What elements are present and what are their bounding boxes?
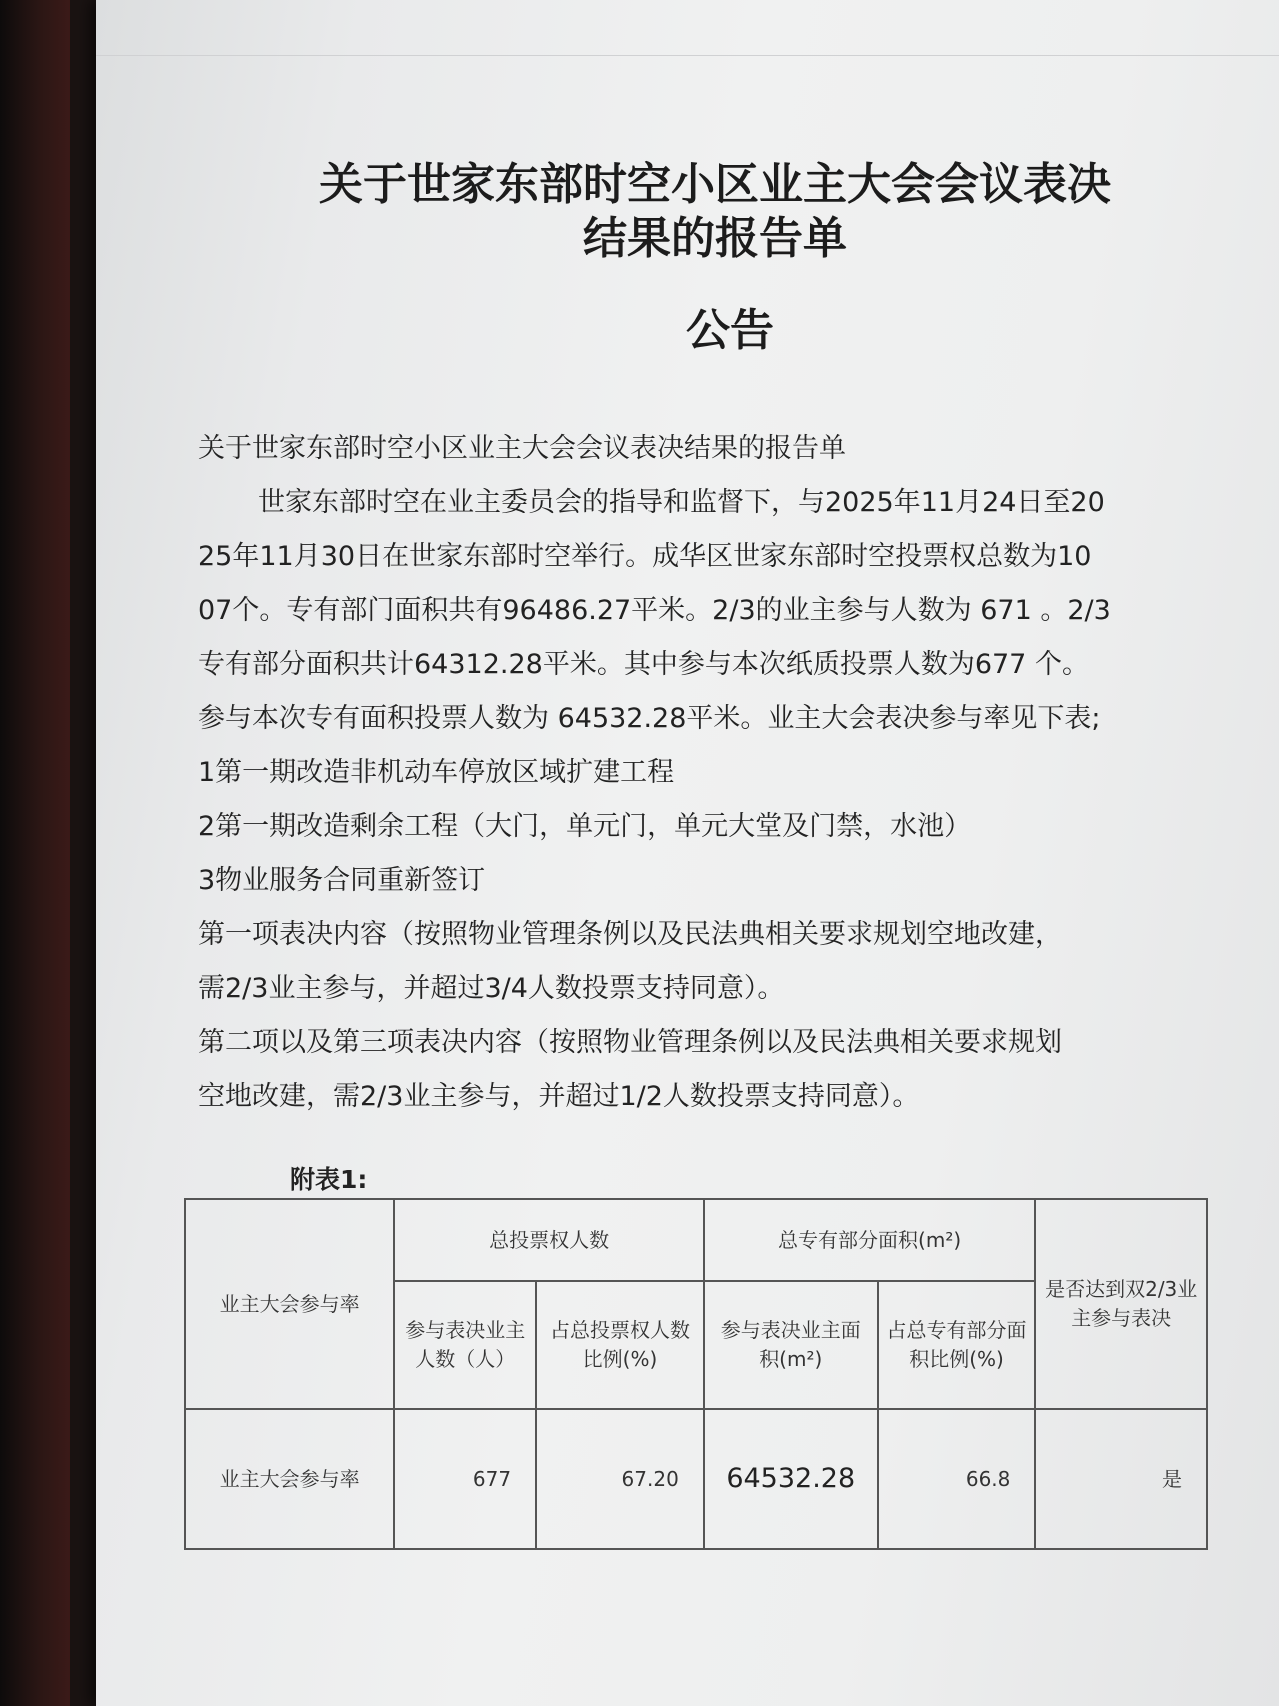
agenda-item-3: 3物业服务合同重新签订 xyxy=(198,865,486,896)
body-line: 第一项表决内容（按照物业管理条例以及民法典相关要求规划空地改建， xyxy=(198,919,1062,950)
announcement-body xyxy=(198,422,1228,1124)
voters-cell: 677 xyxy=(394,1409,536,1549)
area-ratio-header: 占总专有部分面积比例(%) xyxy=(878,1281,1036,1409)
body-line: 参与本次专有面积投票人数为 64532.28平米。业主大会表决参与率见下表; xyxy=(198,703,1101,734)
area-header: 参与表决业主面积(m²) xyxy=(704,1281,878,1409)
document-subtitle: 公告 xyxy=(686,305,774,356)
body-heading: 关于世家东部时空小区业主大会会议表决结果的报告单 xyxy=(198,433,846,464)
results-table xyxy=(184,1198,1208,1550)
photo-background xyxy=(0,0,70,1706)
voters-header: 参与表决业主人数（人） xyxy=(394,1281,536,1409)
area-ratio-cell: 66.8 xyxy=(878,1409,1036,1549)
row-header-cell: 业主大会参与率 xyxy=(185,1199,394,1409)
table-label: 附表1: xyxy=(290,1165,368,1194)
table-row xyxy=(185,1409,1207,1549)
voter-ratio-header: 占总投票权人数比例(%) xyxy=(536,1281,704,1409)
body-line: 第二项以及第三项表决内容（按照物业管理条例以及民法典相关要求规划 xyxy=(198,1027,1062,1058)
agenda-item-1: 1第一期改造非机动车停放区域扩建工程 xyxy=(198,757,675,788)
body-line: 世家东部时空在业主委员会的指导和监督下，与2025年11月24日至20 xyxy=(258,487,1105,518)
group-area-header: 总专有部分面积(m²) xyxy=(704,1199,1036,1281)
document-title: 关于世家东部时空小区业主大会会议表决结果的报告单 xyxy=(319,159,1111,264)
body-line: 需2/3业主参与，并超过3/4人数投票支持同意）。 xyxy=(198,973,785,1004)
table-header-row xyxy=(185,1199,1207,1281)
agenda-item-2: 2第一期改造剩余工程（大门，单元门，单元大堂及门禁，水池） xyxy=(198,811,972,842)
body-line: 空地改建，需2/3业主参与，并超过1/2人数投票支持同意）。 xyxy=(198,1081,920,1112)
body-line: 07个。专有部门面积共有96486.27平米。2/3的业主参与人数为 671 。2/3 xyxy=(198,595,1111,626)
reached-header: 是否达到双2/3业主参与表决 xyxy=(1035,1199,1207,1409)
body-line: 25年11月30日在世家东部时空举行。成华区世家东部时空投票权总数为10 xyxy=(198,541,1092,572)
reached-cell: 是 xyxy=(1035,1409,1207,1549)
group-votes-header: 总投票权人数 xyxy=(394,1199,703,1281)
body-line: 专有部分面积共计64312.28平米。其中参与本次纸质投票人数为677 个。 xyxy=(198,649,1089,680)
area-cell: 64532.28 xyxy=(704,1409,878,1549)
row-label-cell: 业主大会参与率 xyxy=(185,1409,394,1549)
voter-ratio-cell: 67.20 xyxy=(536,1409,704,1549)
